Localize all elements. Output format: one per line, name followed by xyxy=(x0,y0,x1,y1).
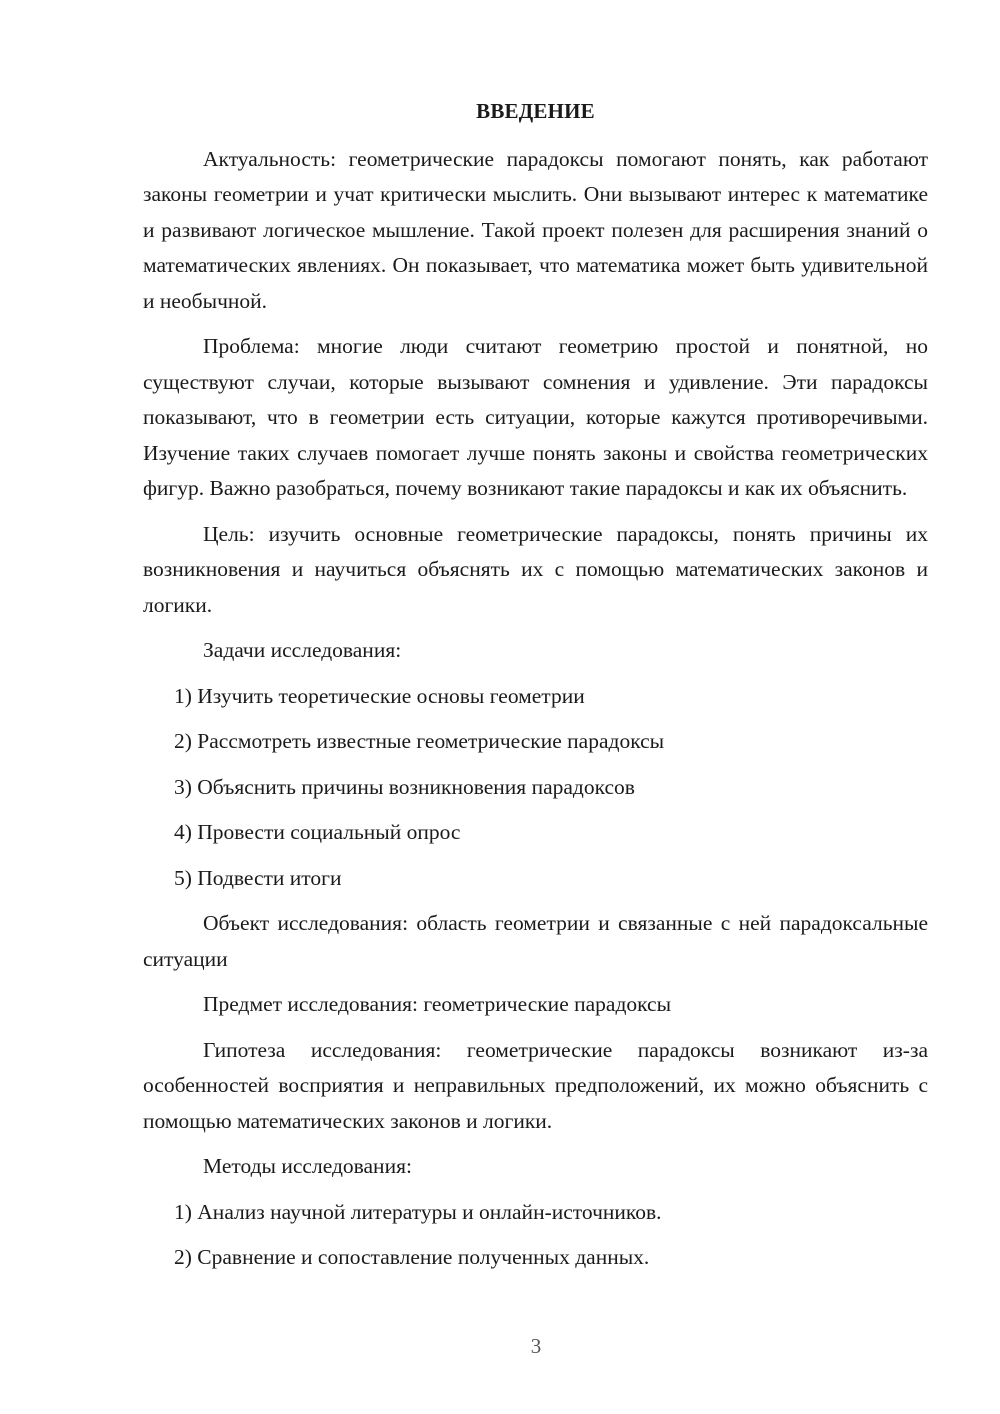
page-number: 3 xyxy=(530,1334,542,1358)
method-item: 1) Анализ научной литературы и онлайн-источников. xyxy=(174,1199,662,1224)
subject-paragraph: Предмет исследования: геометрические парадоксы xyxy=(203,992,672,1016)
hypothesis-paragraph: Гипотеза исследования: геометрические парадоксы возникают из-за особенностей восприятия и неправильных предположений, их можно объяснить с помощью математических законов и логики. xyxy=(143,1037,928,1133)
task-item: 3) Объяснить причины возникновения парадоксов xyxy=(174,774,635,799)
method-item: 2) Сравнение и сопоставление полученных данных. xyxy=(174,1245,650,1269)
tasks-list xyxy=(143,679,928,897)
relevance-paragraph: Актуальность: геометрические парадоксы помогают понять, как работают законы геометрии и учат критически мыслить. Они вызывают интерес к математике и развивают логическое мышление. Такой проект полезен для расширения знаний о математических явлениях. Он показывает, что математика может быть удивительной и необычной. xyxy=(143,146,928,313)
methods-list xyxy=(143,1195,928,1276)
task-item: 2) Рассмотреть известные геометрические парадоксы xyxy=(174,729,665,753)
tasks-label: Задачи исследования: xyxy=(203,638,402,662)
problem-paragraph: Проблема: многие люди считают геометрию простой и понятной, но существуют случаи, которые вызывают сомнения и удивление. Эти парадоксы показывают, что в геометрии есть ситуации, которые кажутся противоречивыми. Изучение таких случаев помогает лучше понять законы и свойства геометрических фигур. Важно разобраться, почему возникают такие парадоксы и как их объяснить. xyxy=(143,334,928,500)
section-title: ВВЕДЕНИЕ xyxy=(476,99,595,123)
methods-label: Методы исследования: xyxy=(203,1154,412,1178)
document-page xyxy=(143,94,928,1286)
object-paragraph: Объект исследования: область геометрии и связанные с ней парадоксальные ситуации xyxy=(143,911,928,971)
task-item: 1) Изучить теоретические основы геометрии xyxy=(174,683,585,708)
task-item: 4) Провести социальный опрос xyxy=(174,820,461,844)
task-item: 5) Подвести итоги xyxy=(174,865,342,890)
goal-paragraph: Цель: изучить основные геометрические парадоксы, понять причины их возникновения и научиться объяснять их с помощью математических законов и логики. xyxy=(143,521,928,617)
